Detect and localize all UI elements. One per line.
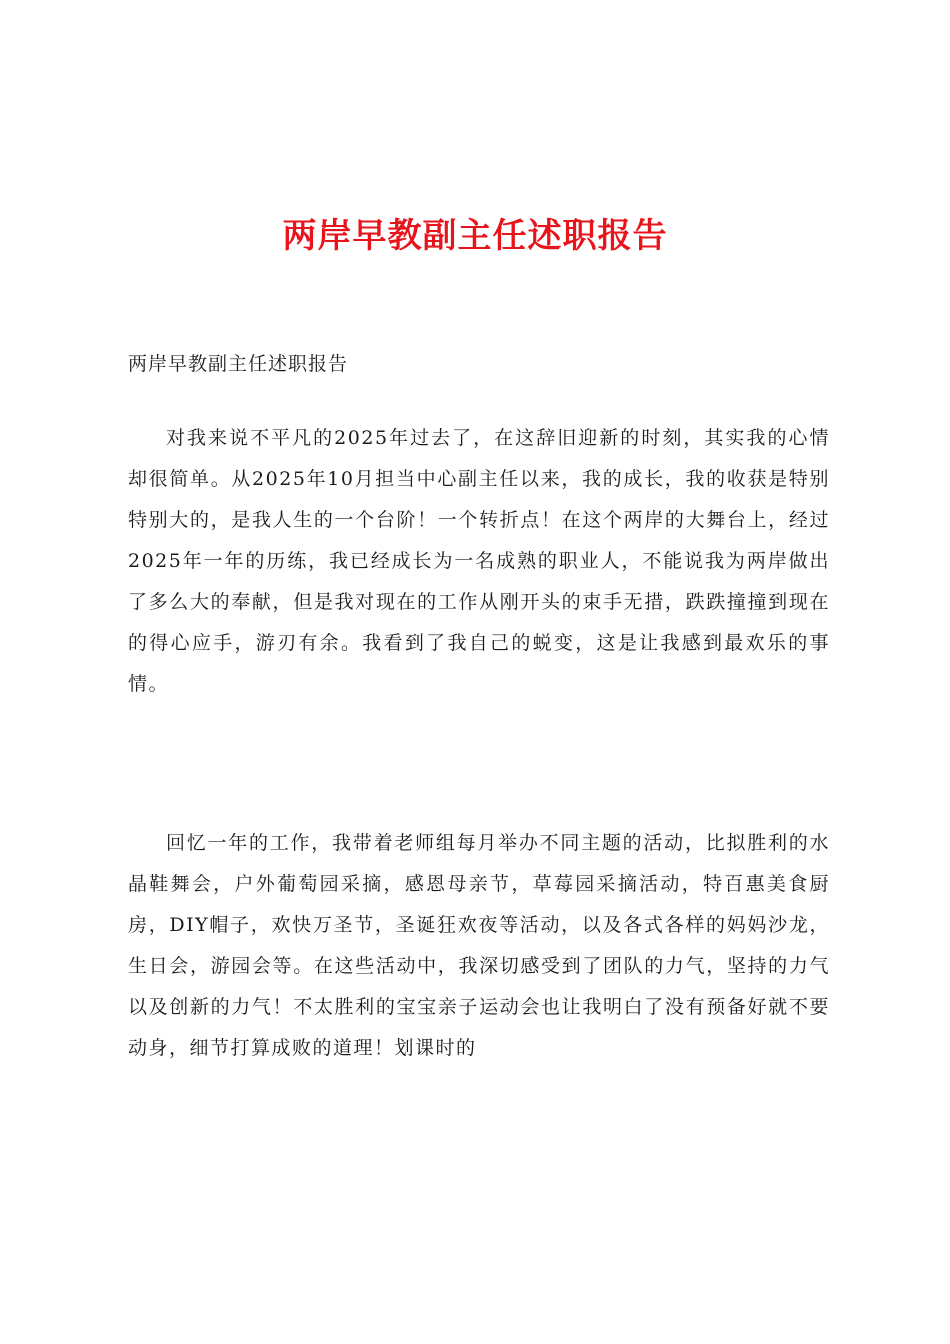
body-paragraph: 对我来说不平凡的2025年过去了，在这辞旧迎新的时刻，其实我的心情却很简单。从2025年10月担当中心副主任以来，我的成长，我的收获是特别特别大的，是我人生的一个台阶！一个转折点！在这个两岸的大舞台上，经过2025年一年的历练，我已经成长为一名成熟的职业人，不能说我为两岸做出了多么大的奉献，但是我对现在的工作从刚开头的束手无措，跌跌撞撞到现在的得心应手，游刃有余。我看到了我自己的蜕变，这是让我感到最欢乐的事情。 bbox=[128, 427, 830, 695]
document-subtitle: 两岸早教副主任述职报告 bbox=[128, 353, 349, 375]
body-paragraph: 回忆一年的工作，我带着老师组每月举办不同主题的活动，比拟胜利的水晶鞋舞会，户外葡萄园采摘，感恩母亲节，草莓园采摘活动，特百惠美食厨房，DIY帽子，欢快万圣节，圣诞狂欢夜等活动，以及各式各样的妈妈沙龙，生日会，游园会等。在这些活动中，我深切感受到了团队的力气，坚持的力气以及创新的力气！不太胜利的宝宝亲子运动会也让我明白了没有预备好就不要动身，细节打算成败的道理！划课时的 bbox=[128, 832, 830, 1059]
document-title: 两岸早教副主任述职报告 bbox=[282, 216, 668, 256]
